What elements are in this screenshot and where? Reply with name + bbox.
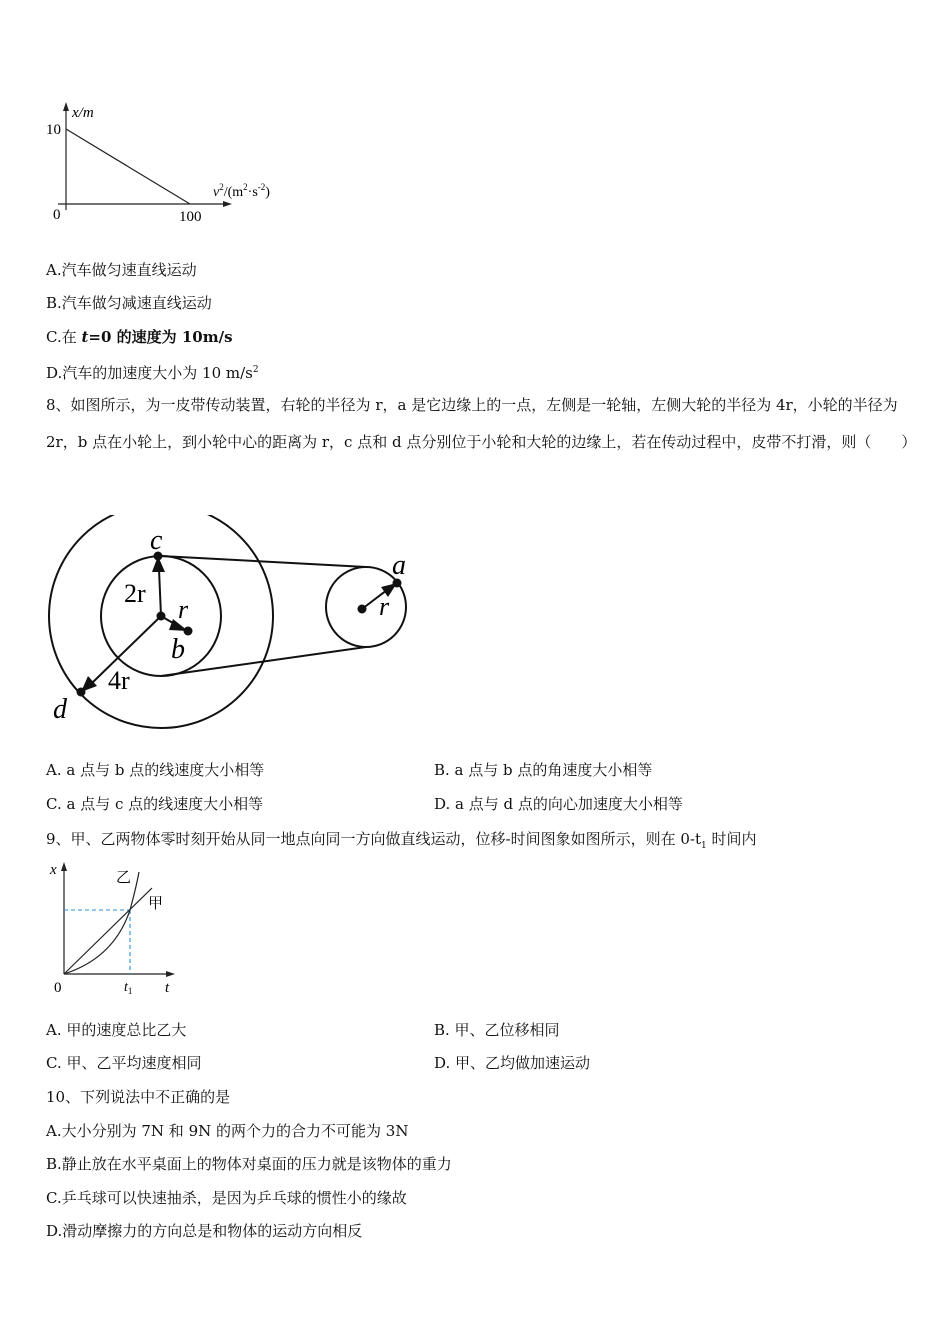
y-axis-label: x/m — [72, 105, 94, 121]
line-jia — [64, 888, 152, 974]
arrow-2r — [152, 556, 165, 572]
x-t-graph — [44, 858, 194, 998]
q9-option-d: D. 甲、乙均做加速运动 — [434, 1054, 591, 1072]
belt-bottom — [161, 647, 366, 676]
label-r-right: r — [379, 592, 390, 621]
t1-label: $t_1$ — [124, 980, 133, 996]
q7-option-d: D.汽车的加速度大小为 10 $m/s^2$ — [46, 364, 259, 382]
label-a: a — [392, 550, 406, 581]
label-2r: 2r — [124, 579, 146, 608]
label-4r: 4r — [108, 666, 130, 695]
graph-line — [66, 129, 190, 204]
label-b: b — [171, 634, 185, 665]
q10-option-c: C.乒乓球可以快速抽杀，是因为乒乓球的惯性小的缘故 — [46, 1189, 407, 1207]
q9-stem: 9、甲、乙两物体零时刻开始从同一地点向同一方向做直线运动，位移-时间图象如图所示，则在 $0-t_1$ 时间内 — [46, 830, 757, 851]
q8-option-d: D. a 点与 d 点的向心加速度大小相等 — [434, 795, 683, 813]
q8-option-b: B. a 点与 b 点的角速度大小相等 — [434, 761, 653, 779]
x-v2-graph — [40, 98, 300, 228]
q7-option-a: A.汽车做匀速直线运动 — [46, 261, 197, 279]
q7-option-b: B.汽车做匀减速直线运动 — [46, 294, 212, 312]
q10-option-b: B.静止放在水平桌面上的物体对桌面的压力就是该物体的重力 — [46, 1155, 452, 1173]
q8-stem: 8、如图所示，为一皮带传动装置，右轮的半径为 r，a 是它边缘上的一点，左侧是一轮轴，左侧大轮的半径为 4r，小轮的半径为 2r，b 点在小轮上，到小轮中心的距离为 r，c 点和 d 点分别位于小轮和大轮的边缘上，若在传动过程中，皮带不打滑，则（ ） — [46, 396, 917, 451]
origin-label: 0 — [53, 207, 61, 223]
q9-option-c: C. 甲、乙平均速度相同 — [46, 1054, 202, 1072]
jia-label: 甲 — [148, 896, 164, 912]
y-axis-arrow — [63, 102, 69, 111]
x-axis-label: $v^2/(m^2\cdot s^{-2})$ — [213, 182, 270, 200]
arrow-4r — [81, 676, 97, 692]
label-r-small: r — [178, 595, 189, 624]
t-label: t — [165, 980, 170, 996]
q10-option-a: A.大小分别为 7N 和 9N 的两个力的合力不可能为 3N — [46, 1122, 409, 1140]
x-axis-arrow — [223, 201, 232, 207]
curve-yi — [64, 872, 139, 974]
q9-option-a: A. 甲的速度总比乙大 — [46, 1021, 187, 1039]
q10-option-d: D.滑动摩擦力的方向总是和物体的运动方向相反 — [46, 1222, 363, 1240]
q10-stem: 10、下列说法中不正确的是 — [46, 1088, 231, 1106]
belt-drive-diagram — [40, 515, 440, 735]
q8-option-c: C. a 点与 c 点的线速度大小相等 — [46, 795, 264, 813]
q9-option-b: B. 甲、乙位移相同 — [434, 1021, 560, 1039]
x-tick-100: 100 — [179, 209, 202, 225]
label-d: d — [53, 694, 67, 725]
q7-option-c: C.在 t=0 的速度为 10m/s — [46, 328, 233, 346]
y-tick-10: 10 — [46, 122, 61, 138]
x-label: x — [50, 862, 57, 878]
yi-label: 乙 — [116, 870, 132, 886]
origin-label: 0 — [54, 980, 62, 996]
label-c: c — [150, 525, 163, 556]
q8-option-a: A. a 点与 b 点的线速度大小相等 — [46, 761, 265, 779]
